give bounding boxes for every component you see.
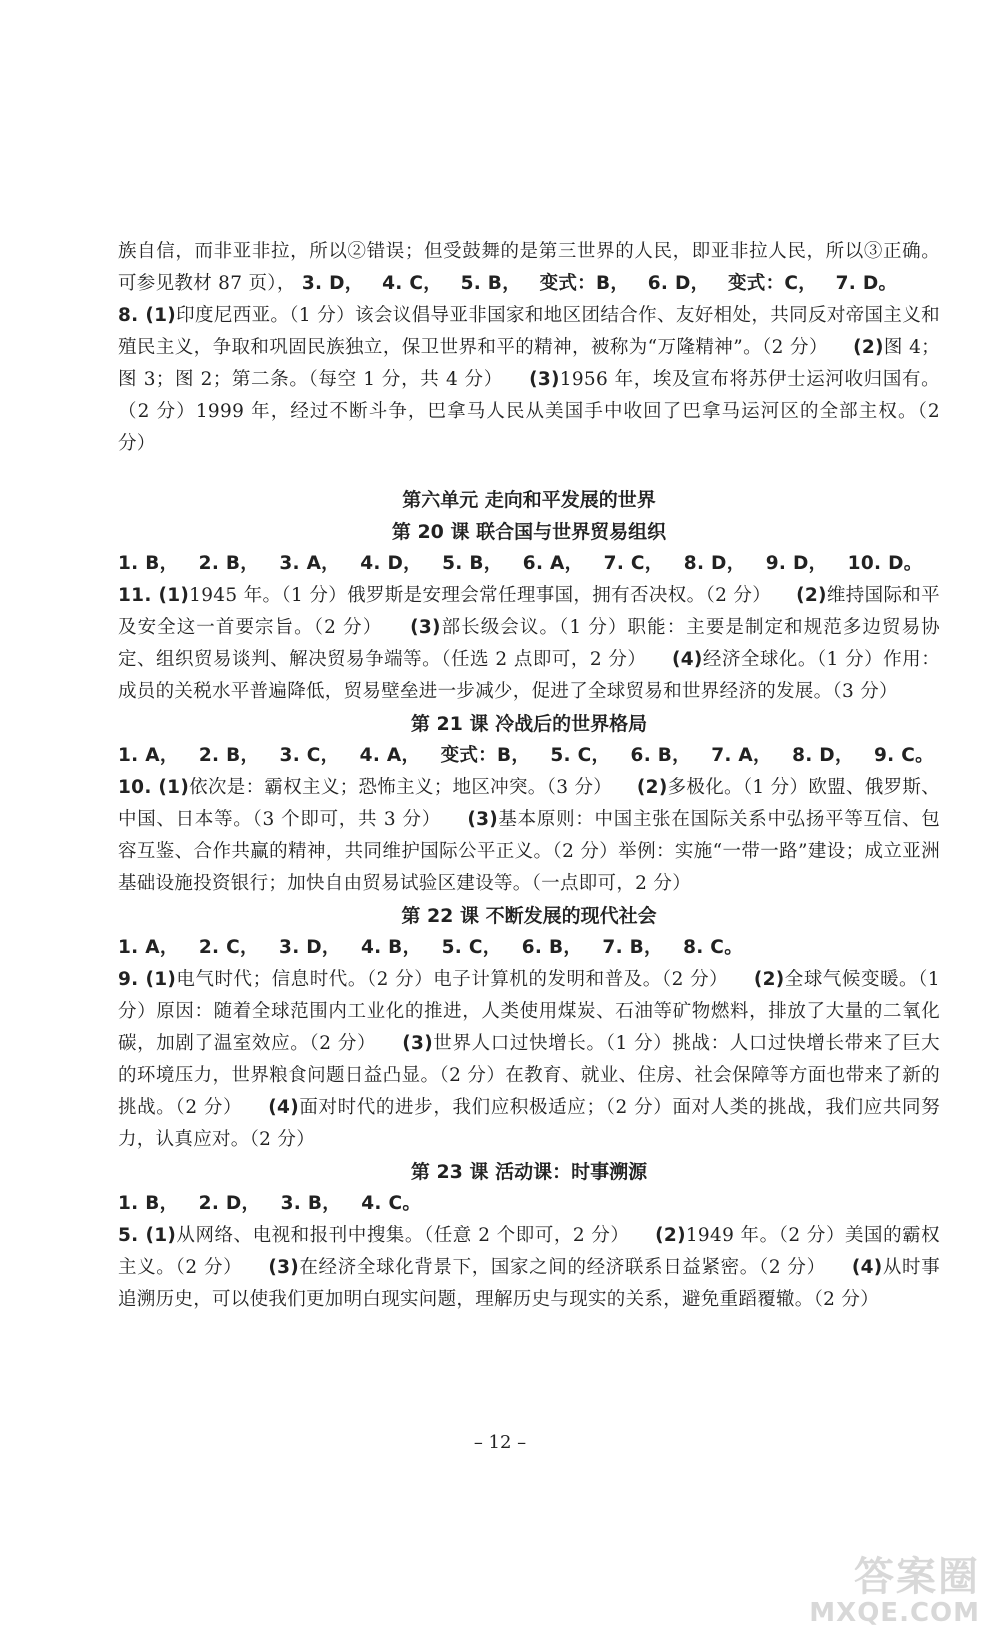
l22-part4-text: 面对时代的进步，我们应积极适应；（2 分）面对人类的挑战，我们应共同努力，认真应对。（2 分） <box>118 1097 940 1150</box>
l20-part1-number: 11. (1) <box>118 585 190 606</box>
l20-part4-number: (4) <box>671 649 703 670</box>
l21-part3-number: (3) <box>467 809 499 830</box>
intro-answer-6: 7. D。 <box>835 273 898 294</box>
watermark-logo <box>780 1555 980 1635</box>
l22-part2-text: 全球气候变暖。（1 分）原因：随着全球范围内工业化的推进，人类使用煤炭、石油等矿物燃料，排放了大量的二氧化碳，加剧了温室效应。（2 分） <box>118 969 940 1054</box>
intro-text: 族自信，而非亚非拉，所以②错误；但受鼓舞的是第三世界的人民，即亚非拉人民，所以③正确。可参见教材 87 页）， <box>118 241 940 294</box>
lesson-21-title: 第 21 课 冷战后的世界格局 <box>410 713 648 735</box>
lesson-22-answers <box>118 932 940 964</box>
lesson-20-answers <box>118 548 940 580</box>
lesson-23-title: 第 23 课 活动课：时事溯源 <box>410 1161 648 1183</box>
l23-part3-number: (3) <box>268 1257 300 1278</box>
lesson-23-answers <box>118 1188 940 1220</box>
l20-part3-number: (3) <box>410 617 441 638</box>
unit-title: 第六单元 走向和平发展的世界 <box>402 489 656 511</box>
l23-part4-number: (4) <box>851 1257 883 1278</box>
l22-mc-answers: 1. A， 2. C， 3. D， 4. B， 5. C， 6. B， 7. B， 8. C。 <box>118 937 743 958</box>
q8-part3-text: 1956 年，埃及宣布将苏伊士运河收归国有。（2 分）1999 年，经过不断斗争，巴拿马人民从美国手中收回了巴拿马运河区的全部主权。（2 分） <box>118 369 940 454</box>
watermark-url: MXQE.COM <box>809 1598 980 1628</box>
lesson-21-question-10 <box>118 772 940 900</box>
lesson-21-answers <box>118 740 940 772</box>
l20-part2-number: (2) <box>796 585 827 606</box>
l23-part3-text: 在经济全球化背景下，国家之间的经济联系日益紧密。（2 分） <box>299 1257 826 1278</box>
lesson-20-title: 第 20 课 联合国与世界贸易组织 <box>391 521 667 543</box>
lesson-22-title: 第 22 课 不断发展的现代社会 <box>401 905 657 927</box>
page-number: – 12 – <box>473 1432 527 1453</box>
intro-paragraph <box>118 236 940 300</box>
l21-mc-answers: 1. A， 2. B， 3. C， 4. A， 变式：B， 5. C， 6. B， 7. A， 8. D， 9. C。 <box>118 745 934 766</box>
l21-part1-number: 10. (1) <box>118 777 190 798</box>
l23-part2-number: (2) <box>655 1225 686 1246</box>
intro-answers <box>302 273 916 294</box>
answer-content <box>118 236 940 1316</box>
l23-part1-text: 从网络、电视和报刊中搜集。（任意 2 个即可，2 分） <box>176 1225 630 1246</box>
l21-part3-text: 基本原则：中国主张在国际关系中弘扬平等互信、包容互鉴、合作共赢的精神，共同维护国际公平正义。（2 分）举例：实施“一带一路”建设；成立亚洲基础设施投资银行；加快自由贸易试验区建设等。（一点即可，2 分） <box>118 809 940 894</box>
q8-part1-text: 印度尼西亚。（1 分）该会议倡导亚非国家和地区团结合作、友好相处，共同反对帝国主义和殖民主义，争取和巩固民族独立，保卫世界和平的精神，被称为“万隆精神”。（2 分） <box>118 305 940 358</box>
l23-mc-answers: 1. B， 2. D， 3. B， 4. C。 <box>118 1193 422 1214</box>
q8-part1-number: 8. (1) <box>118 305 176 326</box>
l20-part1-text: 1945 年。（1 分）俄罗斯是安理会常任理事国，拥有否决权。（2 分） <box>189 585 772 606</box>
intro-answer-0: 3. D， <box>301 273 364 294</box>
watermark-main: 答案圈 <box>854 1554 980 1600</box>
l21-part2-text: 多极化。（1 分）欧盟、俄罗斯、中国、日本等。（3 个即可，共 3 分） <box>118 777 941 830</box>
l20-part3-text: 部长级会议。（1 分）职能：主要是制定和规范多边贸易协定、组织贸易谈判、解决贸易争端等。（任选 2 点即可，2 分） <box>118 617 940 670</box>
intro-answer-2: 5. B， <box>460 273 522 294</box>
l22-part3-text: 世界人口过快增长。（1 分）挑战：人口过快增长带来了巨大的环境压力，世界粮食问题日益凸显。（2 分）在教育、就业、住房、社会保障等方面也带来了新的挑战。（2 分） <box>118 1033 940 1118</box>
l20-part4-text: 经济全球化。（1 分）作用：成员的关税水平普遍降低，贸易壁垒进一步减少，促进了全球贸易和世界经济的发展。（3 分） <box>118 649 940 702</box>
l23-part4-text: 从时事追溯历史，可以使我们更加明白现实问题，理解历史与现实的关系，避免重蹈覆辙。（2 分） <box>118 1257 940 1310</box>
l22-part1-text: 电气时代；信息时代。（2 分）电子计算机的发明和普及。（2 分） <box>176 969 729 990</box>
l21-part2-number: (2) <box>636 777 668 798</box>
question-8 <box>118 300 940 460</box>
lesson-20-question-11 <box>118 580 940 708</box>
q8-part3-number: (3) <box>529 369 560 390</box>
intro-answer-5: 变式：C， <box>727 273 818 294</box>
intro-answer-1: 4. C， <box>382 273 443 294</box>
intro-answer-3: 变式：B， <box>539 273 630 294</box>
l22-part2-number: (2) <box>753 969 785 990</box>
lesson-23-question-5 <box>118 1220 940 1316</box>
l23-part1-number: 5. (1) <box>118 1225 177 1246</box>
l20-part2-text: 维持国际和平及安全这一首要宗旨。（2 分） <box>118 585 940 638</box>
q8-part2-number: (2) <box>853 337 884 358</box>
lesson-22-question-9 <box>118 964 940 1156</box>
l23-part2-text: 1949 年。（2 分）美国的霸权主义。（2 分） <box>118 1225 940 1278</box>
l22-part3-number: (3) <box>402 1033 433 1054</box>
intro-answer-4: 6. D， <box>647 273 710 294</box>
l22-part4-number: (4) <box>268 1097 299 1118</box>
l21-part1-text: 依次是：霸权主义；恐怖主义；地区冲突。（3 分） <box>189 777 613 798</box>
q8-part2-text: 图 4；图 3；图 2；第二条。（每空 1 分，共 4 分） <box>118 337 940 390</box>
l22-part1-number: 9. (1) <box>118 969 177 990</box>
l20-mc-answers: 1. B， 2. B， 3. A， 4. D， 5. B， 6. A， 7. C， 8. D， 9. D， 10. D。 <box>118 553 923 574</box>
